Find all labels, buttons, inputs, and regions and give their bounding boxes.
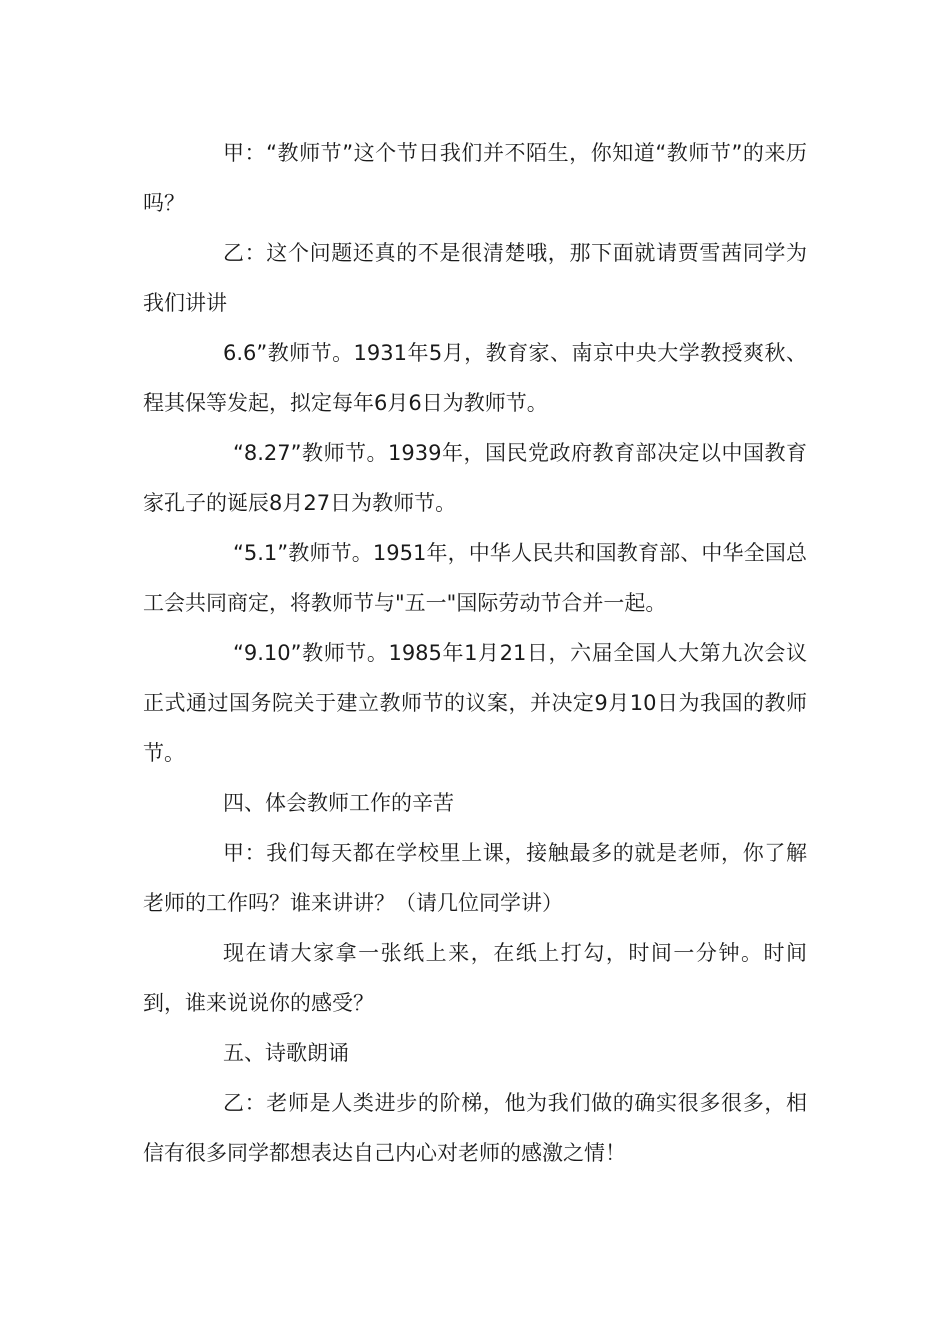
paragraph-teachers-day-8-27: “8.27”教师节。1939年，国民党政府教育部决定以中国教育家孔子的诞辰8月27日为教师节。 <box>143 441 807 515</box>
dialogue-paragraph-yi-poem: 乙：老师是人类进步的阶梯，他为我们做的确实很多很多，相信有很多同学都想表达自己内心对老师的感激之情！ <box>143 1091 807 1165</box>
dialogue-paragraph-jia-work: 甲：我们每天都在学校里上课，接触最多的就是老师，你了解老师的工作吗？谁来讲讲？（请几位同学讲） <box>143 841 807 915</box>
paragraph-teachers-day-9-10: “9.10”教师节。1985年1月21日，六届全国人大第九次会议正式通过国务院关于建立教师节的议案，并决定9月10日为我国的教师节。 <box>143 641 807 765</box>
dialogue-paragraph-jia-intro: 甲：“教师节”这个节日我们并不陌生，你知道“教师节”的来历吗？ <box>143 141 807 215</box>
section-heading-five: 五、诗歌朗诵 <box>223 1041 349 1065</box>
document-body <box>143 128 807 1178</box>
section-heading-four: 四、体会教师工作的辛苦 <box>223 791 454 815</box>
paragraph-teachers-day-6-6: 6.6”教师节。1931年5月，教育家、南京中央大学教授爽秋、程其保等发起，拟定每年6月6日为教师节。 <box>143 341 807 415</box>
paragraph-teachers-day-5-1: “5.1”教师节。1951年，中华人民共和国教育部、中华全国总工会共同商定，将教师节与"五一"国际劳动节合并一起。 <box>143 541 807 615</box>
paragraph-activity: 现在请大家拿一张纸上来，在纸上打勾，时间一分钟。时间到，谁来说说你的感受？ <box>143 941 807 1015</box>
dialogue-paragraph-yi-intro: 乙：这个问题还真的不是很清楚哦，那下面就请贾雪茜同学为我们讲讲 <box>143 241 807 315</box>
